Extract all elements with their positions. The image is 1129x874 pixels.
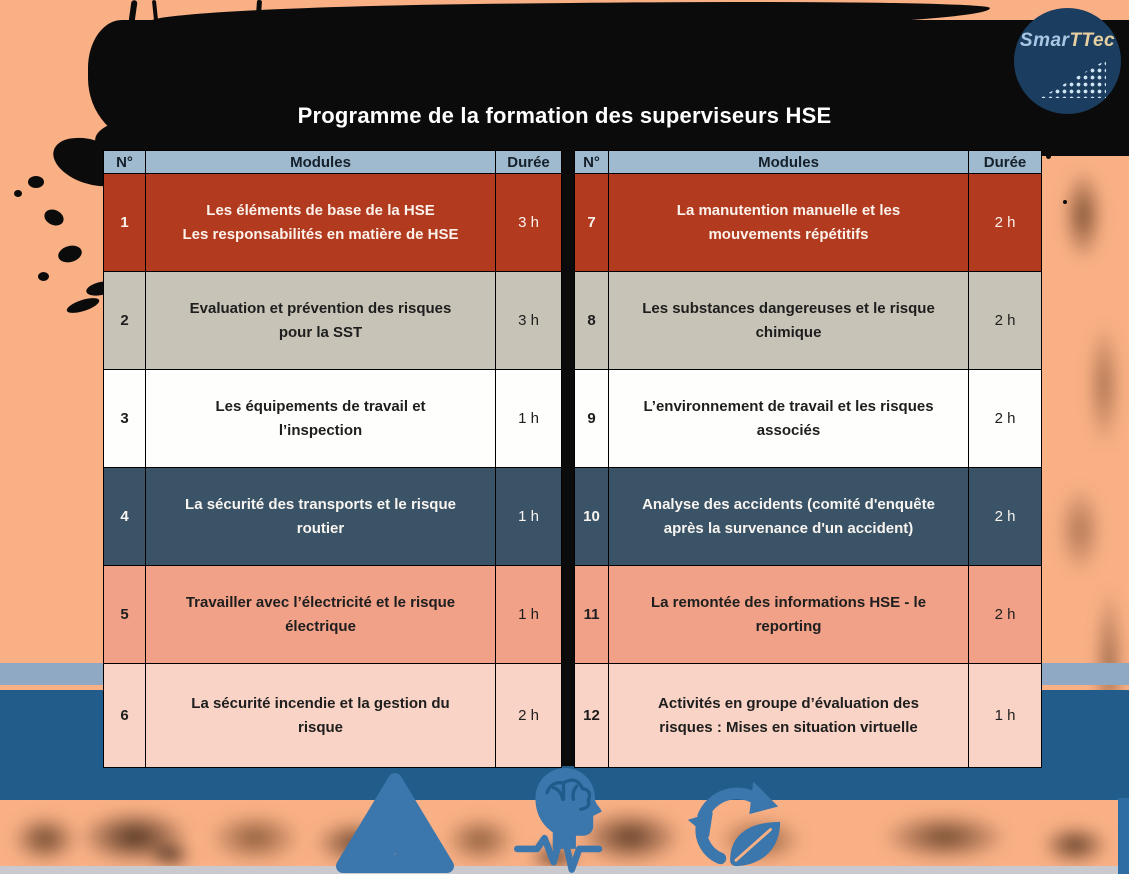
table-row: 3 Les équipements de travail et l’inspection 1 h	[104, 370, 561, 468]
table-row: 9 L’environnement de travail et les risques associés 2 h	[575, 370, 1041, 468]
table-row: 8 Les substances dangereuses et le risque chimique 2 h	[575, 272, 1041, 370]
table-row: 11 La remontée des informations HSE - le reporting 2 h	[575, 566, 1041, 664]
program-table-left	[103, 150, 562, 768]
logo-dots-pattern-icon	[1040, 60, 1106, 98]
environment-recycle-icon	[680, 768, 786, 873]
right-edge-blue-strip	[1118, 798, 1129, 874]
header-duration: Durée	[496, 151, 561, 173]
table-row: 7 La manutention manuelle et les mouvements répétitifs 2 h	[575, 174, 1041, 272]
page-title: Programme de la formation des superviseurs HSE	[297, 103, 832, 128]
table-row: 4 La sécurité des transports et le risque routier 1 h	[104, 468, 561, 566]
table-row: 1 Les éléments de base de la HSE Les responsabilités en matière de HSE 3 h	[104, 174, 561, 272]
header-duration: Durée	[969, 151, 1041, 173]
header-modules: Modules	[609, 151, 969, 173]
table-row: 6 La sécurité incendie et la gestion du risque 2 h	[104, 664, 561, 767]
header-modules: Modules	[146, 151, 496, 173]
health-brain-icon	[512, 763, 620, 874]
table-row: 12 Activités en groupe d’évaluation des risques : Mises en situation virtuelle 1 h	[575, 664, 1041, 767]
logo-brand-text: SmarTTec	[1019, 30, 1116, 51]
header-num: N°	[104, 151, 146, 173]
table-row: 5 Travailler avec l’électricité et le risque électrique 1 h	[104, 566, 561, 664]
table-header-row	[575, 151, 1041, 174]
warning-triangle-icon	[335, 770, 455, 874]
program-table-right	[574, 150, 1042, 768]
table-header-row	[104, 151, 561, 174]
smarttec-logo	[1014, 8, 1121, 114]
header-num: N°	[575, 151, 609, 173]
table-row: 2 Evaluation et prévention des risques pour la SST 3 h	[104, 272, 561, 370]
table-row: 10 Analyse des accidents (comité d'enquête après la survenance d'un accident) 2 h	[575, 468, 1041, 566]
table-center-divider	[562, 150, 574, 766]
